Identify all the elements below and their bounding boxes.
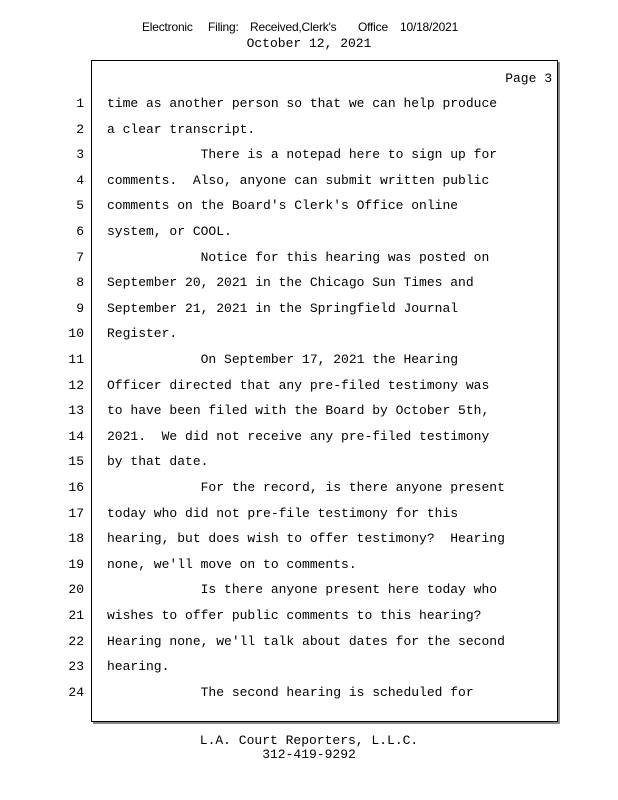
- reporter-company: L.A. Court Reporters, L.L.C.: [199, 733, 419, 748]
- transcript-line: For the record, is there anyone present: [107, 480, 505, 495]
- stamp-filing: Filing:: [208, 20, 239, 34]
- transcript-line: Notice for this hearing was posted on: [107, 250, 490, 265]
- transcript-line: Officer directed that any pre-filed testimony was: [107, 378, 490, 393]
- transcript-line: system, or COOL.: [107, 224, 232, 239]
- transcript-line: by that date.: [107, 454, 209, 469]
- transcript-line: The second hearing is scheduled for: [107, 685, 474, 700]
- stamp-date: 10/18/2021: [400, 20, 459, 34]
- reporter-phone: 312-419-9292: [262, 747, 356, 762]
- line-number: 7: [76, 250, 84, 265]
- transcript-line: 2021. We did not receive any pre-filed testimony: [107, 429, 490, 444]
- page-number: Page 3: [505, 71, 552, 86]
- transcript-line: September 21, 2021 in the Springfield Journal: [107, 301, 459, 316]
- line-number: 12: [68, 378, 84, 393]
- line-number: 17: [68, 506, 84, 521]
- transcript-line: to have been filed with the Board by October 5th,: [107, 403, 490, 418]
- line-number: 22: [68, 634, 84, 649]
- transcript-line: comments on the Board's Clerk's Office online: [107, 198, 459, 213]
- transcript-line: Hearing none, we'll talk about dates for the second: [107, 634, 505, 649]
- transcript-line: wishes to offer public comments to this hearing?: [107, 608, 482, 623]
- line-number: 8: [76, 275, 84, 290]
- line-number: 13: [68, 403, 84, 418]
- line-number: 3: [76, 147, 84, 162]
- line-number: 18: [68, 531, 84, 546]
- transcript-line: comments. Also, anyone can submit written public: [107, 173, 490, 188]
- transcript-line: time as another person so that we can help produce: [107, 96, 498, 111]
- transcript-line: hearing, but does wish to offer testimony? Hearing: [107, 531, 505, 546]
- stamp-office: Office: [358, 20, 388, 34]
- line-number: 10: [68, 326, 84, 341]
- line-number: 14: [68, 429, 84, 444]
- hearing-date: October 12, 2021: [246, 36, 372, 51]
- transcript-line: September 20, 2021 in the Chicago Sun Times and: [107, 275, 474, 290]
- transcript-line: On September 17, 2021 the Hearing: [107, 352, 459, 367]
- transcript-line: today who did not pre-file testimony for this: [107, 506, 459, 521]
- transcript-line: There is a notepad here to sign up for: [107, 147, 498, 162]
- line-number: 23: [68, 659, 84, 674]
- line-number: 4: [76, 173, 84, 188]
- transcript-line: a clear transcript.: [107, 122, 256, 137]
- stamp-electronic: Electronic: [142, 20, 193, 34]
- line-number: 1: [76, 96, 84, 111]
- stamp-received: Received,Clerk's: [250, 20, 337, 34]
- line-number: 21: [68, 608, 84, 623]
- line-number: 20: [68, 582, 84, 597]
- line-number: 16: [68, 480, 84, 495]
- line-number: 19: [68, 557, 84, 572]
- transcript-line: Register.: [107, 326, 178, 341]
- transcript-line: none, we'll move on to comments.: [107, 557, 357, 572]
- transcript-line: Is there anyone present here today who: [107, 582, 498, 597]
- line-number: 5: [76, 198, 84, 213]
- line-number: 9: [76, 301, 84, 316]
- line-number: 24: [68, 685, 84, 700]
- transcript-line: hearing.: [107, 659, 170, 674]
- line-number: 2: [76, 122, 84, 137]
- line-number: 6: [76, 224, 84, 239]
- line-number: 15: [68, 454, 84, 469]
- line-number: 11: [68, 352, 84, 367]
